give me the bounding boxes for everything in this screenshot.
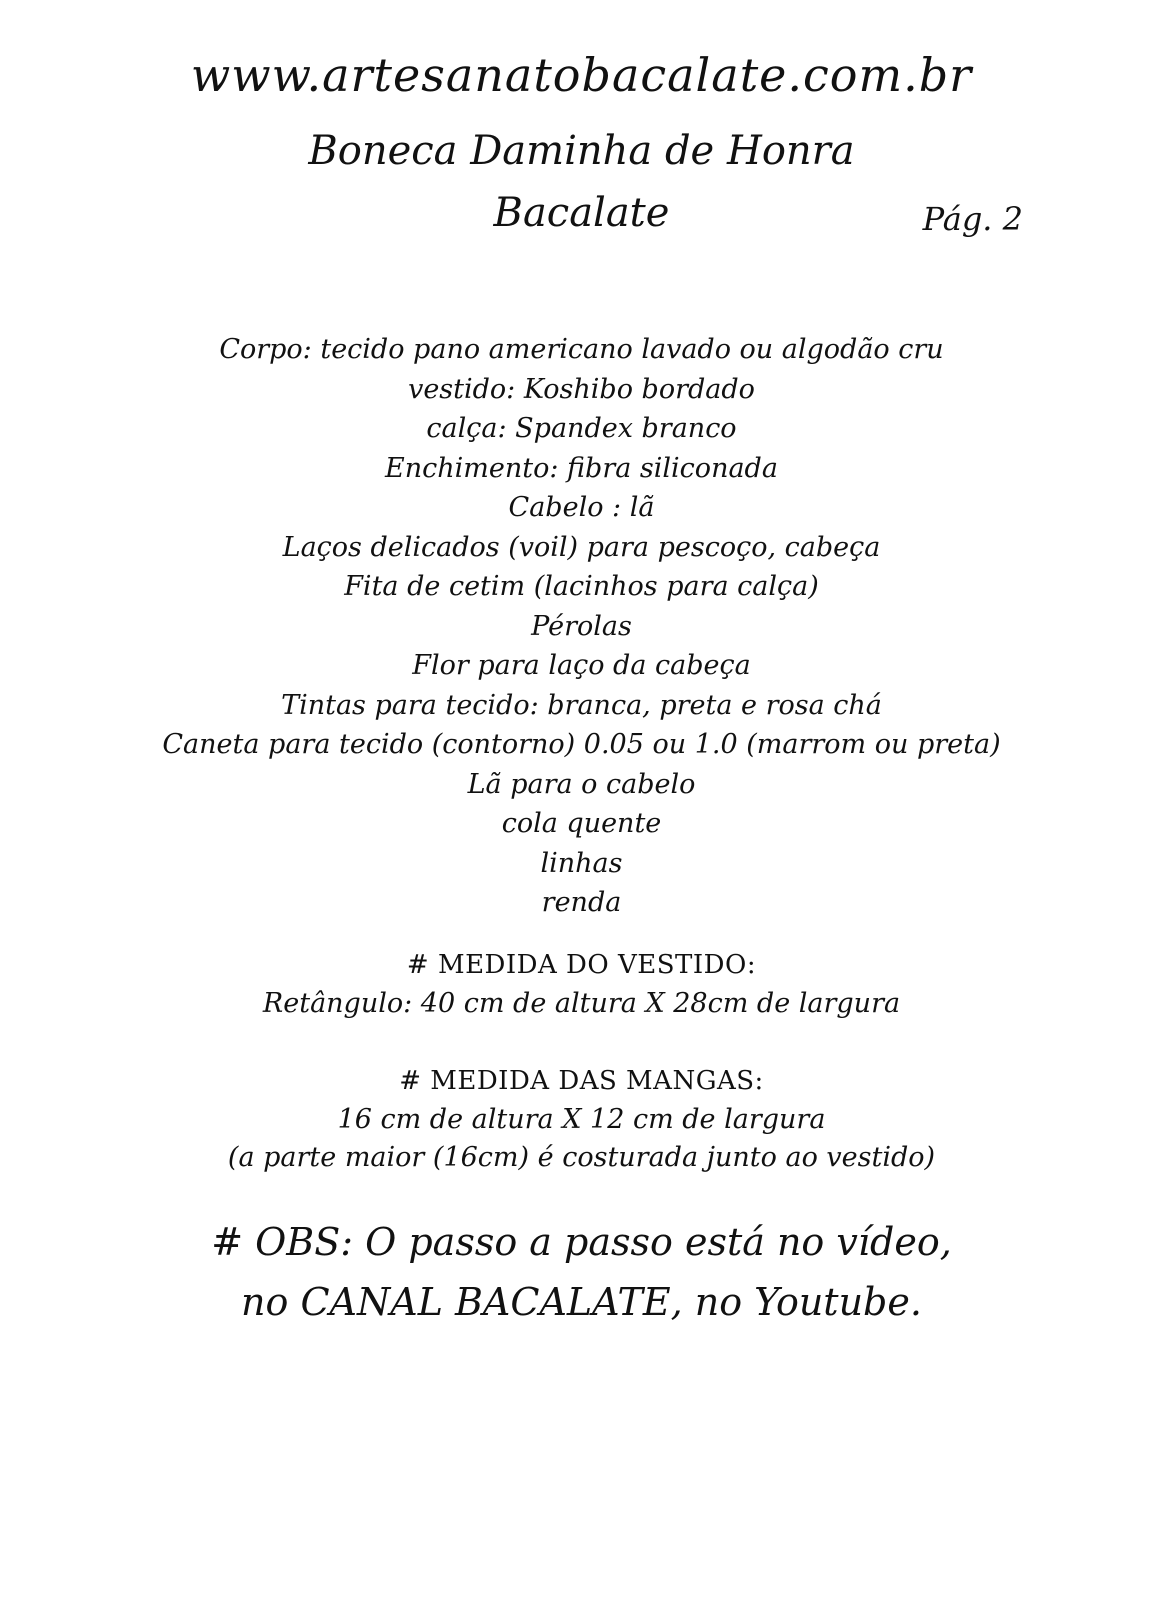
obs-note — [0, 1212, 1163, 1332]
material-item: Laços delicados (voil) para pescoço, cabeça — [282, 531, 881, 563]
page-number: Pág. 2 — [922, 200, 1023, 238]
material-item: Fita de cetim (lacinhos para calça) — [344, 571, 819, 602]
sleeve-measure-note: (a parte maior (16cm) é costurada junto ao vestido) — [227, 1142, 936, 1173]
material-item: Corpo: tecido pano americano lavado ou algodão cru — [219, 334, 944, 365]
material-item: Lã para o cabelo — [467, 768, 696, 800]
material-item: linhas — [540, 847, 623, 879]
material-item: Cabelo : lã — [508, 492, 655, 523]
material-item: cola quente — [501, 808, 662, 839]
material-item: Enchimento: fibra siliconada — [385, 452, 778, 484]
material-item: Caneta para tecido (contorno) 0.05 ou 1.0 (marrom ou preta) — [162, 729, 1001, 760]
material-item: calça: Spandex branco — [426, 413, 737, 444]
material-item: renda — [541, 887, 622, 918]
obs-line-1: # OBS: O passo a passo está no vídeo, — [211, 1220, 952, 1264]
dress-measure-text: Retângulo: 40 cm de altura X 28cm de largura — [262, 988, 901, 1019]
material-item: Pérolas — [531, 610, 632, 642]
page-subtitle: Bacalate — [493, 190, 670, 236]
sleeve-measure-heading: # MEDIDA DAS MANGAS: — [399, 1066, 764, 1096]
sleeve-measure-section — [0, 1062, 1163, 1177]
site-url: www.artesanatobacalate.com.br — [190, 48, 973, 102]
material-item: vestido: Koshibo bordado — [408, 373, 755, 405]
sleeve-measure-text: 16 cm de altura X 12 cm de largura — [337, 1104, 826, 1135]
dress-measure-heading: # MEDIDA DO VESTIDO: — [406, 950, 757, 980]
material-item: Flor para laço da cabeça — [412, 650, 751, 681]
materials-list — [0, 330, 1163, 923]
dress-measure-section — [0, 946, 1163, 1023]
material-item: Tintas para tecido: branca, preta e rosa chá — [281, 689, 882, 721]
obs-line-2: no CANAL BACALATE, no Youtube. — [241, 1280, 922, 1324]
page-title: Boneca Daminha de Honra — [308, 128, 855, 174]
